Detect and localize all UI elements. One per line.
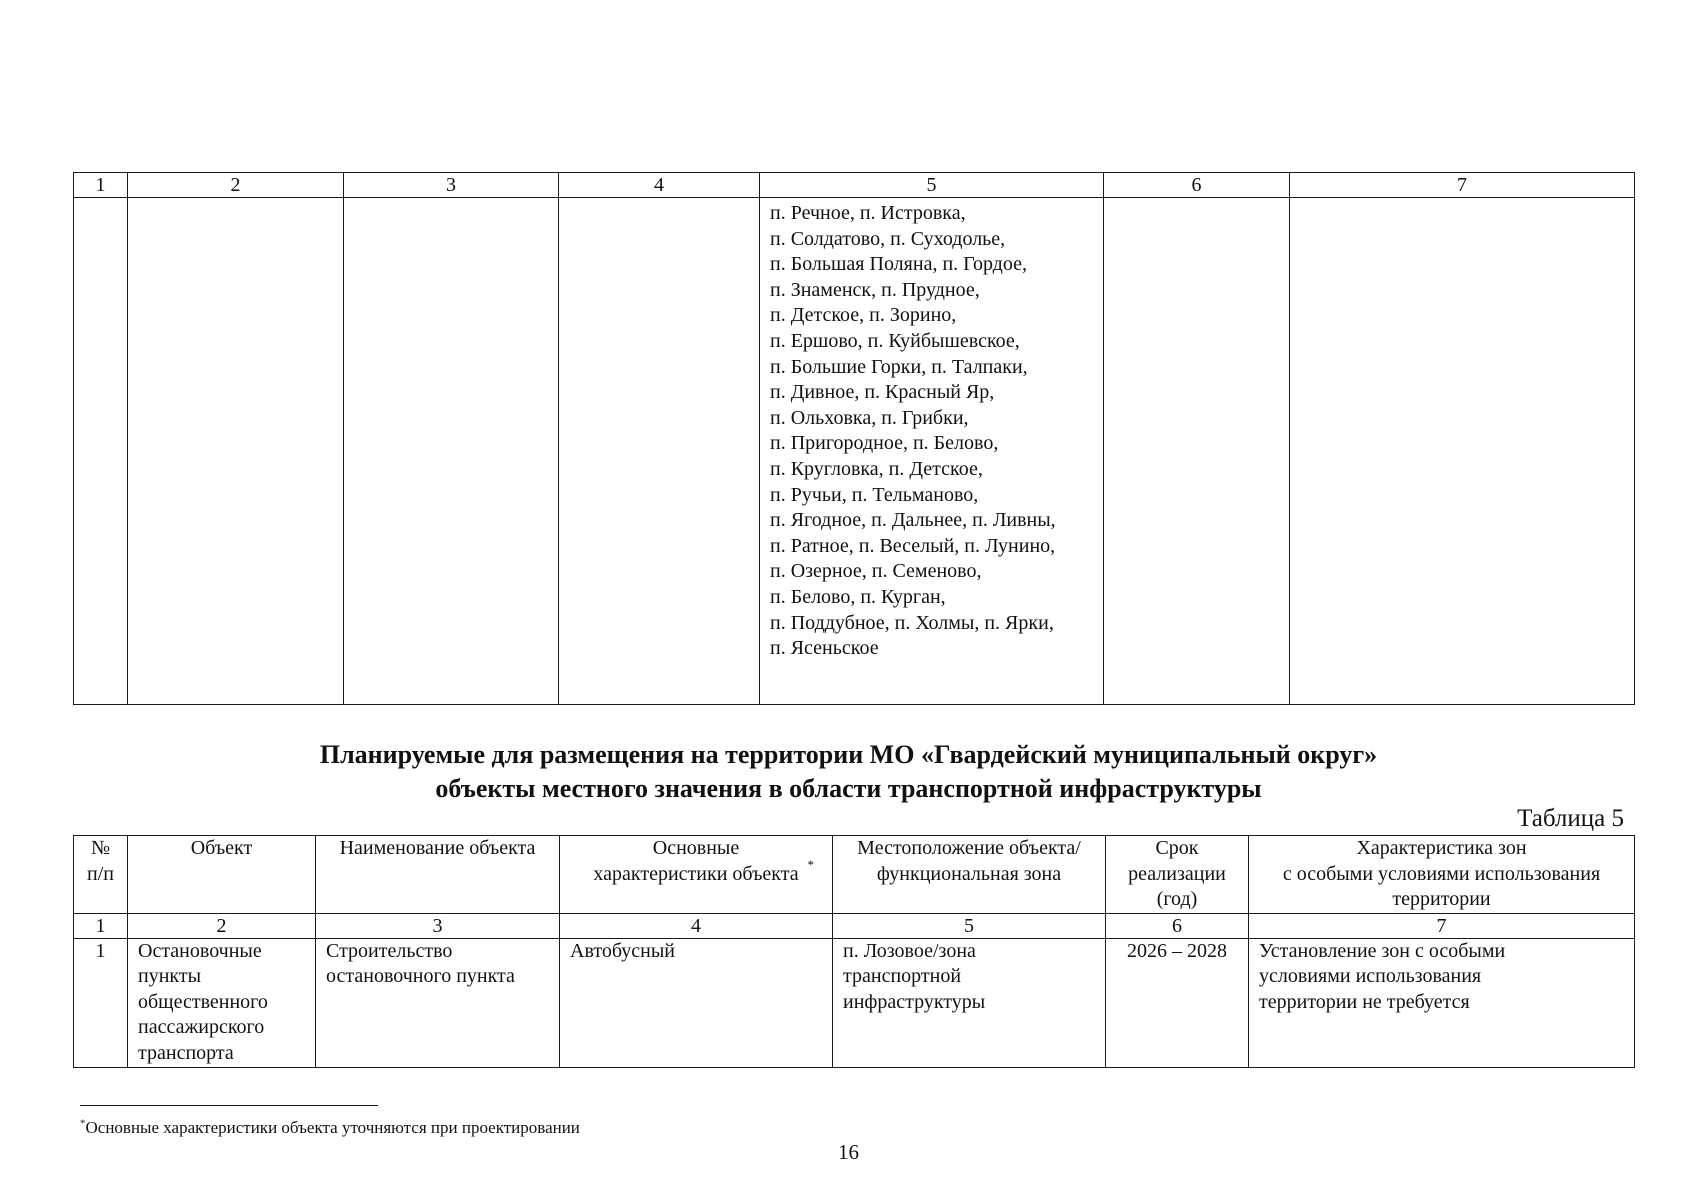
table2-col-number: 1 (74, 913, 128, 938)
table1-cell-empty (1104, 198, 1290, 705)
footnote-star: * (80, 1117, 86, 1130)
row-object: Остановочные пункты общественного пассажирского транспорта (128, 938, 316, 1067)
village-line: п. Ершово, п. Куйбышевское, (770, 329, 1020, 352)
village-line: п. Речное, п. Истровка, (770, 202, 966, 224)
row-term: 2026 – 2028 (1106, 938, 1249, 1067)
village-line: п. Ратное, п. Веселый, п. Лунино, (770, 534, 1056, 557)
table1-cell-empty (344, 198, 559, 705)
row-location: п. Лозовое/зона транспортной инфраструктуры (833, 938, 1106, 1067)
village-line: п. Ягодное, п. Дальнее, п. Ливны, (770, 509, 1056, 532)
table1-cell-empty (1290, 198, 1635, 705)
table2-col-number: 6 (1106, 913, 1249, 938)
villages-list (760, 198, 1103, 662)
village-line: п. Большие Горки, п. Талпаки, (770, 355, 1028, 378)
transport-objects-table (73, 835, 1635, 1068)
table1-col-number: 4 (559, 173, 760, 198)
village-line: п. Большая Поляна, п. Гордое, (770, 253, 1027, 276)
header-object: Объект (128, 836, 316, 914)
village-line: п. Пригородное, п. Белово, (770, 432, 999, 455)
table1-col-number: 2 (128, 173, 344, 198)
section-heading-line2: объекты местного значения в области транспортной инфраструктуры (435, 774, 1262, 803)
table2-col-number: 4 (560, 913, 833, 938)
village-line: п. Поддубное, п. Холмы, п. Ярки, (770, 611, 1054, 634)
village-line: п. Озерное, п. Семеново, (770, 560, 982, 583)
continued-table (73, 172, 1635, 705)
village-line: п. Знаменск, п. Прудное, (770, 278, 980, 301)
village-line: п. Дивное, п. Красный Яр, (770, 381, 995, 404)
row-name: Строительство остановочного пункта (316, 938, 560, 1067)
table1-cell-empty (74, 198, 128, 705)
table-row (74, 938, 1635, 1067)
village-line: п. Кругловка, п. Детское, (770, 457, 983, 480)
table2-col-number: 5 (833, 913, 1106, 938)
footnote-divider (80, 1105, 378, 1106)
village-line: п. Ольховка, п. Грибки, (770, 406, 969, 429)
table1-col-number: 7 (1290, 173, 1635, 198)
header-zones: Характеристика зон с особыми условиями использования территории (1249, 836, 1635, 914)
header-characteristics: Основные характеристики объекта * (560, 836, 833, 914)
footnote-text: Основные характеристики объекта уточняются при проектировании (85, 1118, 580, 1137)
table1-row (74, 198, 1635, 705)
header-location: Местоположение объекта/ функциональная зона (833, 836, 1106, 914)
table1-cell-empty (559, 198, 760, 705)
village-line: п. Детское, п. Зорино, (770, 304, 957, 327)
table2-header-row (74, 836, 1635, 914)
table2-col-number: 7 (1249, 913, 1635, 938)
table2-column-numbers-row (74, 913, 1635, 938)
footnote (80, 1117, 580, 1139)
table1-col-number: 6 (1104, 173, 1290, 198)
footnote-mark: * (807, 857, 814, 872)
table1-column-numbers-row (74, 173, 1635, 198)
village-line: п. Ясеньское (770, 637, 879, 660)
header-name: Наименование объекта (316, 836, 560, 914)
table1-cell-empty (128, 198, 344, 705)
village-line: п. Солдатово, п. Суходолье, (770, 227, 1006, 250)
row-characteristics: Автобусный (560, 938, 833, 1067)
table1-col-number: 5 (760, 173, 1104, 198)
table1-col-number: 3 (344, 173, 559, 198)
page-number: 16 (838, 1140, 859, 1164)
header-term: Срок реализации (год) (1106, 836, 1249, 914)
village-line: п. Белово, п. Курган, (770, 585, 946, 608)
row-zones: Установление зон с особыми условиями использования территории не требуется (1249, 938, 1635, 1067)
header-num: № п/п (74, 836, 128, 914)
table-label: Таблица 5 (1517, 805, 1624, 832)
table2-col-number: 2 (128, 913, 316, 938)
table2-col-number: 3 (316, 913, 560, 938)
villages-cell (760, 198, 1104, 705)
village-line: п. Ручьи, п. Тельманово, (770, 483, 979, 506)
table1-col-number: 1 (74, 173, 128, 198)
row-num: 1 (74, 938, 128, 1067)
section-heading-line1: Планируемые для размещения на территории МО «Гвардейский муниципальный округ» (319, 740, 1378, 769)
